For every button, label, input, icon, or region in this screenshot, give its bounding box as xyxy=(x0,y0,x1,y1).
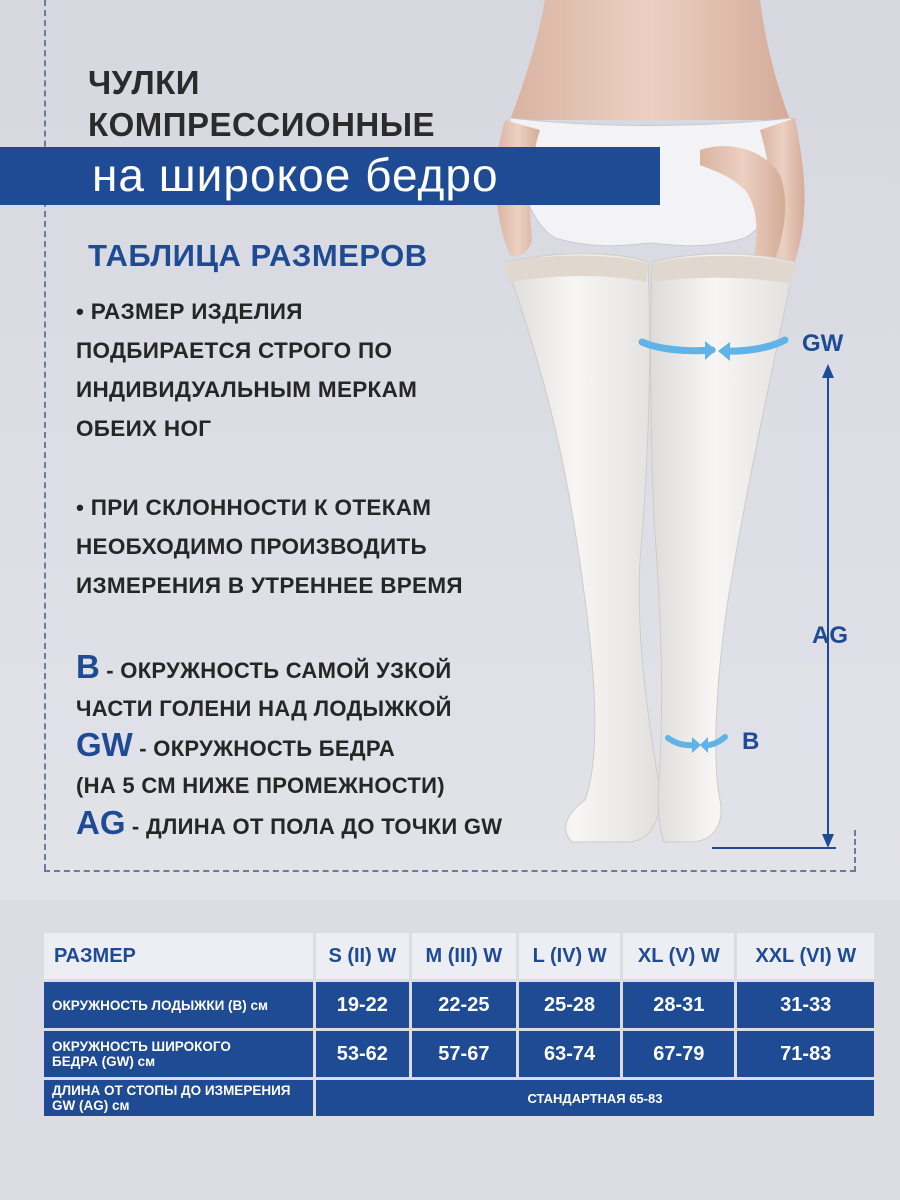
row-label-line: БЕДРА (GW) см xyxy=(52,1054,156,1069)
definition-gw xyxy=(76,726,395,764)
note-swelling xyxy=(76,488,463,605)
definition-gw-text: - ОКРУЖНОСТЬ БЕДРА xyxy=(132,736,396,761)
table-cell: 19-22 xyxy=(316,982,409,1028)
row-label-line: GW (AG) см xyxy=(52,1098,130,1113)
table-cell-merged: СТАНДАРТНАЯ 65-83 xyxy=(316,1080,874,1116)
definition-ag-text: - ДЛИНА ОТ ПОЛА ДО ТОЧКИ GW xyxy=(125,814,503,839)
table-cell: 28-31 xyxy=(623,982,734,1028)
definition-b-text: - ОКРУЖНОСТЬ САМОЙ УЗКОЙ xyxy=(99,658,452,683)
note-sizing xyxy=(76,292,417,448)
table-row xyxy=(44,1031,874,1077)
table-header-cell: XL (V) W xyxy=(623,933,734,979)
table-header-cell: S (II) W xyxy=(316,933,409,979)
table-header-cell: L (IV) W xyxy=(519,933,620,979)
table-cell: 63-74 xyxy=(519,1031,620,1077)
title-line-1: ЧУЛКИ xyxy=(88,64,200,101)
table-cell: 31-33 xyxy=(737,982,874,1028)
note-sizing-line: ИНДИВИДУАЛЬНЫМ МЕРКАМ xyxy=(76,377,418,402)
table-row xyxy=(44,982,874,1028)
row-label-line: ОКРУЖНОСТЬ ШИРОКОГО xyxy=(52,1039,231,1054)
section-title: ТАБЛИЦА РАЗМЕРОВ xyxy=(88,238,428,273)
title-band-text: на широкое бедро xyxy=(92,149,499,201)
table-header-row xyxy=(44,933,874,979)
title-line-2: КОМПРЕССИОННЫЕ xyxy=(88,106,436,143)
note-swelling-line: ИЗМЕРЕНИЯ В УТРЕННЕЕ ВРЕМЯ xyxy=(76,573,463,598)
table-header-cell: M (III) W xyxy=(412,933,516,979)
note-sizing-line: ПОДБИРАЕТСЯ СТРОГО ПО xyxy=(76,338,393,363)
table-header-cell: РАЗМЕР xyxy=(44,933,313,979)
row-label-length xyxy=(44,1080,313,1116)
table-cell: 67-79 xyxy=(623,1031,734,1077)
dashed-frame-bottom xyxy=(44,870,856,872)
table-cell: 53-62 xyxy=(316,1031,409,1077)
table-cell: 71-83 xyxy=(737,1031,874,1077)
note-sizing-line: • РАЗМЕР ИЗДЕЛИЯ xyxy=(76,299,303,324)
note-sizing-line: ОБЕИХ НОГ xyxy=(76,416,212,441)
dashed-frame-left xyxy=(44,0,46,870)
definition-ag-key: AG xyxy=(76,804,126,841)
row-label-ankle: ОКРУЖНОСТЬ ЛОДЫЖКИ (В) см xyxy=(44,982,313,1028)
table-row xyxy=(44,1080,874,1116)
definition-b-cont: ЧАСТИ ГОЛЕНИ НАД ЛОДЫЖКОЙ xyxy=(76,696,452,721)
title-block xyxy=(88,62,435,146)
note-swelling-line: • ПРИ СКЛОННОСТИ К ОТЕКАМ xyxy=(76,495,432,520)
product-photo xyxy=(480,0,880,870)
note-swelling-line: НЕОБХОДИМО ПРОИЗВОДИТЬ xyxy=(76,534,427,559)
table-cell: 25-28 xyxy=(519,982,620,1028)
definition-b xyxy=(76,648,452,686)
definition-gw-key: GW xyxy=(76,726,133,763)
table-cell: 22-25 xyxy=(412,982,516,1028)
definition-b-key: B xyxy=(76,648,100,685)
table-cell: 57-67 xyxy=(412,1031,516,1077)
size-table xyxy=(41,930,877,1119)
definition-ag xyxy=(76,804,502,842)
b-label: B xyxy=(742,728,760,755)
gw-label: GW xyxy=(802,330,844,357)
table-header-cell: XXL (VI) W xyxy=(737,933,874,979)
row-label-line: ДЛИНА ОТ СТОПЫ ДО ИЗМЕРЕНИЯ xyxy=(52,1083,291,1098)
ag-label: AG xyxy=(812,622,848,649)
row-label-thigh xyxy=(44,1031,313,1077)
definition-gw-cont: (НА 5 СМ НИЖЕ ПРОМЕЖНОСТИ) xyxy=(76,773,445,798)
